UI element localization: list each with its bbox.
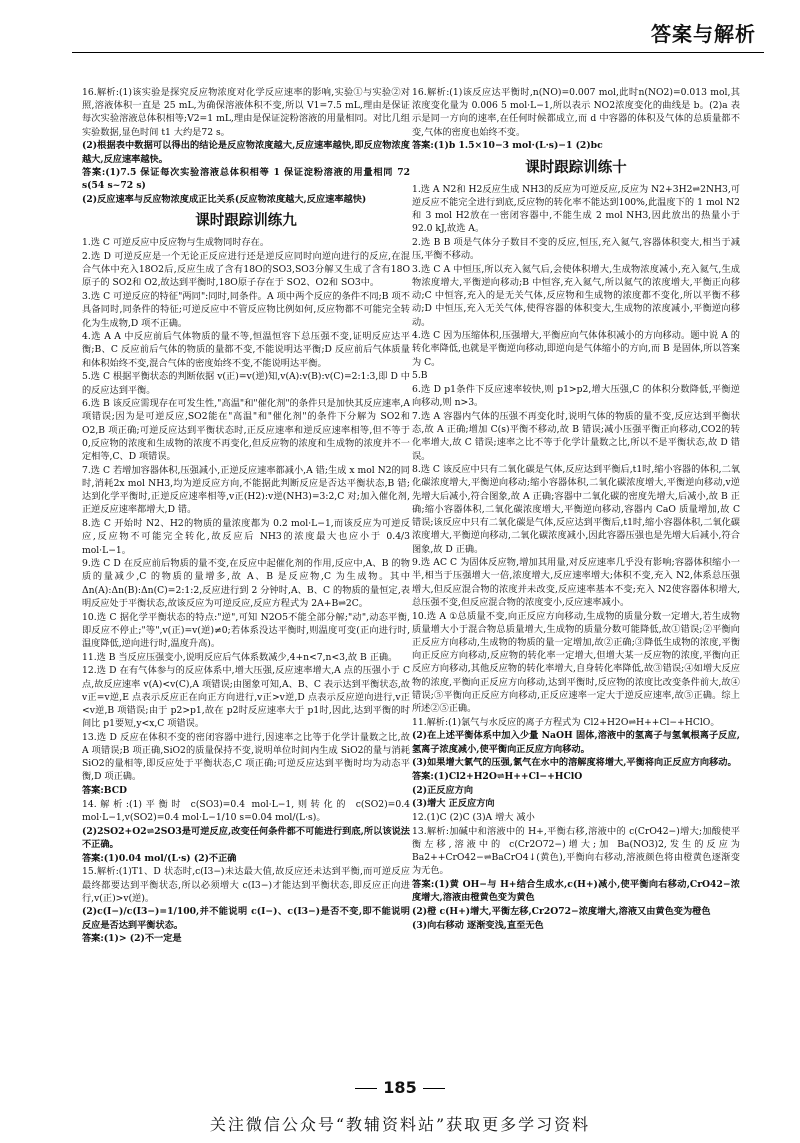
- answer-paragraph: 6.选 D p1条件下反应速率较快,则 p1>p2,增大压强,C 的体积分数降低,平衡逆向移动,则 n>3。: [412, 384, 740, 409]
- answer-paragraph: 1.选 A N2和 H2反应生成 NH3的反应为可逆反应,反应为 N2+3H2⇌2NH3,可逆反应不能完全进行到底,反应物的转化率不能达到100%,此温度下的 1 mol N2和 3 mol H2放在一密闭容器中,不能生成 2 mol NH3,因此放出的热量小于 92.0 kJ,故选 A。: [412, 183, 740, 235]
- left-pre-section: [82, 86, 410, 206]
- answer-paragraph: (2)根据表中数据可以得出的结论是反应物浓度越大,反应速率越快,即反应物浓度越大,反应速率越快。: [82, 140, 410, 165]
- page-number-dash-right: [423, 1088, 445, 1089]
- page-number-dash-left: [355, 1088, 377, 1089]
- header-title: 答案与解析: [651, 22, 756, 46]
- answer-paragraph: 4.选 C 因为压缩体积,压强增大,平衡应向气体体积减小的方向移动。题中说 A 的转化率降低,也就是平衡逆向移动,即逆向是气体缩小的方向,而 B 是固体,所以答案为 C。: [412, 330, 740, 368]
- answer-paragraph: 2.选 D 可逆反应是一个无论正反应进行还是逆反应同时向逆向进行的反应,在混合气体中充入18O2后,反应生成了含有18O的SO3,SO3分解又生成了含有18O原子的 SO2和 O2,故达到平衡时,18O原子存在于 SO2、O2和 SO3中。: [82, 251, 410, 289]
- answer-paragraph: 6.选 B 该反应需现存在可发生性,"高温"和"催化剂"的条件只是加快其反应速率,A 项错误;因为是可逆反应,SO2能在"高温"和"催化剂"的条件下分解为 SO2和 O2,B 项正确;可逆反应达到平衡状态时,正反应速率和逆反应速率相等,但不等于 0,反应物的浓度和生成物的浓度不再变化,但反应物的浓度和生成物的浓度并不一定相等,C、D 项错误。: [82, 398, 410, 463]
- answer-paragraph: 10.选 C 据化学平衡状态的特点:"逆",可知 N2O5不能全部分解;"动",动态平衡,即反应不停止;"等",v(正)=v(逆)≠0;若体系没达平衡时,则温度可变(正向进行时,温度降低,逆向进行时,温度升高)。: [82, 611, 410, 649]
- answer-paragraph: 13.解析:加碱中和溶液中的 H+,平衡右移,溶液中的 c(CrO42−)增大;加酸使平衡左移,溶液中的 c(Cr2O72−)增大;加 Ba(NO3)2,发生的反应为 Ba2++CrO42−⇌BaCrO4↓(黄色),平衡向右移动,溶液颜色将由橙黄色逐渐变为无色。: [412, 825, 740, 877]
- answer-paragraph: 答案:(1)Cl2+H2O⇌H++Cl−+HClO: [412, 770, 583, 782]
- answer-paragraph: 7.选 C 若增加容器体积,压强减小,正逆反应速率都减小,A 错;生成 x mol N2的同时,消耗2x mol NH3,均为逆反应方向,不能据此判断反应是否达平衡状态,B 错;达到化学平衡时,正逆反应速率相等,v正(H2):v逆(NH3)=3:2,C 对;加入催化剂,正逆反应速率都增大,D 错。: [82, 464, 410, 516]
- answer-paragraph: 4.选 A A 中反应前后气体物质的量不等,恒温恒容下总压强不变,证明反应达平衡;B、C 反应前后气体的物质的量都不变,不能说明达平衡;D 反应前后气体质量和体积始终不变,混合气体的密度始终不变,不能说明达平衡。: [82, 331, 410, 369]
- page-number: 185: [383, 1078, 417, 1097]
- answer-paragraph: 2.选 B B 项是气体分子数目不变的反应,恒压,充入氦气,容器体积变大,相当于减压,平衡不移动。: [412, 236, 740, 262]
- page-header: [0, 0, 800, 58]
- answer-paragraph: (3)向右移动 逐渐变浅,直至无色: [412, 919, 544, 931]
- answer-paragraph: 8.选 C 开始时 N2、H2的物质的量浓度都为 0.2 mol·L−1,而该反应为可逆反应,反应物不可能完全转化,故反应后 NH3的浓度最大也应小于 0.4/3 mol·L−1。: [82, 518, 410, 556]
- answer-paragraph: 8.选 C 该反应中只有二氧化碳是气体,反应达到平衡后,t1时,缩小容器的体积,二氧化碳浓度增大,平衡逆向移动;缩小容器体积,二氧化碳浓度增大,平衡逆向移动,v逆先增大后减小,符合图象,故 A 正确;容器中二氧化碳的密度先增大,后减小,故 B 正确;缩小容器体积,二氧化碳浓度增大,平衡逆向移动,容器内 CaO 质量增加,故 C 错误;该反应中只有二氧化碳是气体,反应达到平衡后,t1时,缩小容器体积,二氧化碳浓度增大,平衡逆向移动,二氧化碳浓度减小,因此容器压强也是先增大后减小,符合图象,故 D 正确。: [412, 464, 740, 555]
- answer-paragraph: 12.(1)C (2)C (3)A 增大 减小: [412, 812, 535, 824]
- right-section-title: 课时跟踪训练十: [525, 159, 627, 176]
- answer-paragraph: (3)增大 正反应方向: [412, 798, 495, 810]
- answer-paragraph: 答案:(1)0.04 mol/(L·s) (2)不正确: [82, 852, 237, 864]
- footer-note: 关注微信公众号“教辅资料站”获取更多学习资料: [209, 1115, 591, 1134]
- answer-paragraph: (2)反应速率与反应物浓度成正比关系(反应物浓度越大,反应速率越快): [82, 194, 367, 206]
- answer-paragraph: 12.选 D 在有气体参与的反应体系中,增大压强,反应速率增大,A 点的压强小于 C 点,故反应速率 v(A)<v(C),A 项错误;由图象可知,A、B、C 表示达到平衡状态,故 v正=v逆,E 点表示反应正在向正方向进行,v正>v逆,D 点表示反应逆向进行,v正<v逆,B 项错误;由于 p2>p1,故在 p2时反应速率大于 p1时,因此,达到平衡的时间比 p1要短,y<x,C 项错误。: [82, 665, 410, 730]
- answer-paragraph: 3.选 C 可逆反应的特征"两同":同时,同条件。A 项中两个反应的条件不同;B 项不具备同时,同条件的特征;可逆反应中不管反应物比例如何,反应物都不可能完全转化为生成物,D 项不正确。: [82, 291, 410, 329]
- answer-paragraph: 1.选 C 可逆反应中反应物与生成物同时存在。: [82, 237, 270, 249]
- answer-paragraph: (2)正反应方向: [412, 784, 474, 796]
- answer-paragraph: 3.选 C A 中恒压,所以充入氦气后,会使体积增大,生成物浓度减小,充入氦气,生成物浓度增大,平衡逆向移动;B 中恒容,充入氦气,所以氦气的浓度增大,平衡正向移动;C 中恒容,充入的是无关气体,反应物和生成物的浓度都不变化,所以平衡不移动;D 中恒压,充入无关气体,使得容器的体积变大,生成物的浓度减小,平衡逆向移动。: [412, 263, 740, 328]
- answer-paragraph: (2)c(I−)/c(I3−)=1/100,并不能说明 c(I−)、c(I3−)是否不变,即不能说明反应是否达到平衡状态。: [82, 906, 410, 931]
- answer-paragraph: 5.选 C 根据平衡状态的判断依据 v(正)=v(逆)知,v(A):v(B):v(C)=2:1:3,即 D 中的反应达到平衡。: [82, 371, 410, 396]
- answer-paragraph: 7.选 A 容器内气体的压强不再变化时,说明气体的物质的量不变,反应达到平衡状态,故 A 正确;增加 C(s)平衡不移动,故 B 错误;减小压强平衡正向移动,CO2的转化率增大,故 C 错误;速率之比不等于化学计量数之比,所以不是平衡状态,故 D 错误。: [412, 410, 740, 462]
- header-rule: [72, 52, 764, 53]
- answer-paragraph: 答案:(1)黄 OH−与 H+结合生成水,c(H+)减小,使平衡向右移动,CrO42−浓度增大,溶液由橙黄色变为黄色: [412, 879, 740, 904]
- left-column: [82, 86, 410, 1076]
- answer-paragraph: 14.解析:(1)平衡时 c(SO3)=0.4 mol·L−1,则转化的 c(SO2)=0.4 mol·L−1,v(SO2)=0.4 mol·L−1/10 s=0.04 mol/(L·s)。: [82, 798, 410, 824]
- answer-paragraph: 答案:(1)7.5 保证每次实验溶液总体积相等 1 保证淀粉溶液的用量相同 72 s(54 s~72 s): [82, 167, 410, 192]
- answer-paragraph: 10.选 A ①总质量不变,向正反应方向移动,生成物的质量分数一定增大,若生成物质量增大小于混合物总质量增大,生成物的质量分数可能降低,故①错误;②平衡向正反应方向移动,生成物的物质的量一定增加,故②正确;③降低生成物的浓度,平衡向正反应方向移动,反应物的转化率一定增大,但增大某一反应物的浓度,平衡向正反应方向移动,其他反应物的转化率增大,自身转化率降低,故③错误;④如增大反应物的浓度,平衡向正反应方向移动,达到平衡时,反应物的浓度比改变条件前大,故④错误;⑤平衡向正反应方向移动,正反应速率一定大于逆反应速率,故⑤正确。综上所述②⑤正确。: [412, 610, 740, 714]
- answer-paragraph: 答案:BCD: [82, 785, 127, 797]
- answer-paragraph: 答案:(1)> (2)不一定是: [82, 933, 182, 945]
- answer-paragraph: 16.解析:(1)该实验是探究反应物浓度对化学反应速率的影响,实验①与实验②对照,溶液体积一直是 25 mL,为确保溶液体积不变,所以 V1=7.5 mL,理由是保证每次实验溶液总体积相等;V2=1 mL,理由是保证淀粉溶液的用量相同。对比几组实验数据,显色时间 t1 大约是72 s。: [82, 87, 410, 138]
- answer-paragraph: 16.解析:(1)该反应达平衡时,n(NO)=0.007 mol,此时n(NO2)=0.013 mol,其浓度变化量为 0.006 5 mol·L−1,所以表示 NO2浓度变化的曲线是 b。(2)a 表示是同一方向的速率,在任何时候都成立,而 d 中容器的体积及气体的总质量都不变,气体的密度也始终不变。: [412, 87, 740, 138]
- answer-paragraph: 11.选 B 当反应压强变小,说明反应后气体系数减少,4+n<7,n<3,故 B 正确。: [82, 651, 398, 663]
- left-section-title: 课时跟踪训练九: [195, 213, 297, 230]
- answer-paragraph: 13.选 D 反应在体积不变的密闭容器中进行,因速率之比等于化学计量数之比,故 A 项错误;B 项正确,SiO2的质量保持不变,说明单位时间内生成 SiO2的量与消耗 SiO2的量相等,即反应处于平衡状态,C 项正确;可逆反应达到平衡时均为动态平衡,D 项正确。: [82, 731, 410, 783]
- answer-paragraph: (2)2SO2+O2⇌2SO3是可逆反应,改变任何条件都不可能进行到底,所以该说法不正确。: [82, 825, 410, 850]
- answer-paragraph: (2)橙 c(H+)增大,平衡左移,Cr2O72−浓度增大,溶液又由黄色变为橙色: [412, 905, 711, 917]
- left-items: [82, 236, 410, 945]
- right-pre-section: [412, 86, 740, 153]
- page-number-row: [0, 1078, 800, 1097]
- answer-paragraph: 11.解析:(1)氯气与水反应的离子方程式为 Cl2+H2O⇌H++Cl−+HClO。: [412, 716, 720, 728]
- answer-paragraph: (3)如果增大氯气的压强,氯气在水中的溶解度将增大,平衡将向正反应方向移动。: [412, 757, 737, 769]
- answer-paragraph: 9.选 AC C 为固体反应物,增加其用量,对反应速率几乎没有影响;容器体积缩小一半,相当于压强增大一倍,浓度增大,反应速率增大;体积不变,充入 N2,体系总压强增大,但反应混合物的浓度并未改变,反应速率基本不变;充入 N2使容器体积增大,总压强不变,但反应混合物的浓度变小,反应速率减小。: [412, 557, 740, 608]
- answer-paragraph: 9.选 C D 在反应前后物质的量不变,在反应中起催化剂的作用,反应中,A、B 的物质的量减少,C 的物质的量增多,故 A、B 是反应物,C 为生成物。其中 Δn(A):Δn(B):Δn(C)=2:1:2,反应进行到 2 分钟时,A、B、C 的物质的量恒定,表明反应处于平衡状态,故该反应为可逆反应,反应方程式为 2A+B⇌2C。: [82, 558, 410, 609]
- answer-paragraph: 15.解析:(1)T1、D 状态时,c(I3−)未达最大值,故反应还未达到平衡,而可逆反应最终都要达到平衡状态,所以必须增大 c(I3−)才能达到平衡状态,即反应正向进行,v(正)>v(逆)。: [82, 866, 410, 904]
- answer-paragraph: 答案:(1)b 1.5×10−3 mol·(L·s)−1 (2)bc: [412, 140, 603, 152]
- answer-paragraph: (2)在上述平衡体系中加入少量 NaOH 固体,溶液中的氢离子与氢氧根离子反应,氢离子浓度减小,使平衡向正反应方向移动。: [412, 730, 740, 755]
- answer-paragraph: 5.B: [412, 370, 428, 382]
- right-column: [412, 86, 740, 1076]
- right-items: [412, 183, 740, 932]
